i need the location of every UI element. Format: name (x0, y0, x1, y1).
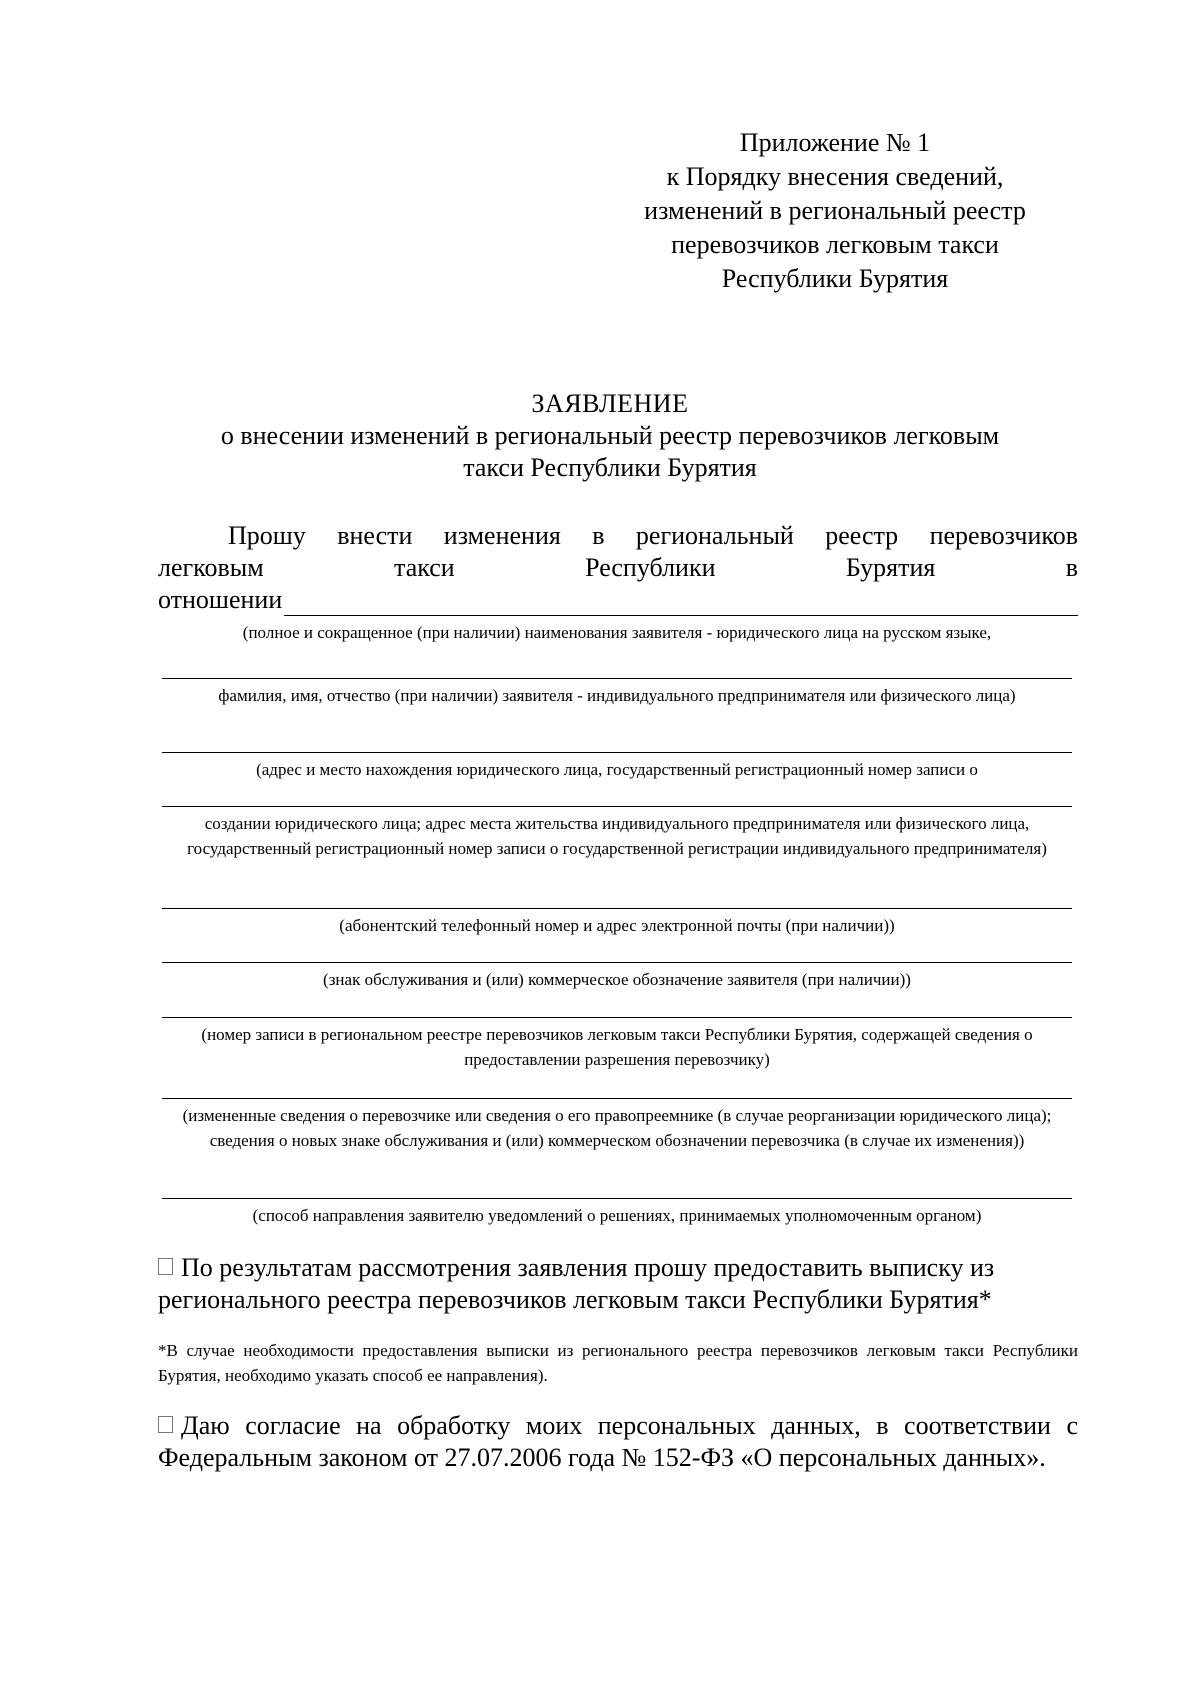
appendix-line-3: изменений в региональный реестр (644, 196, 1026, 225)
request-line-3-text: отношении (158, 585, 283, 614)
extract-request-checkbox[interactable] (158, 1258, 173, 1275)
field-notification-method[interactable] (162, 1198, 1072, 1228)
field-changed-info[interactable] (162, 1098, 1072, 1153)
field-caption: (измененные сведения о перевозчике или сведения о его правопреемнике (в случае реорганизации юридического лица); сведения о новых знаке обслуживания и (или) коммерческом обозначении перевозчика (в случае их изменения)) (182, 1106, 1052, 1150)
field-registration[interactable] (162, 806, 1072, 861)
field-rule (162, 1017, 1072, 1018)
extract-request-text: По результатам рассмотрения заявления прошу предоставить выписку из регионального реестра перевозчиков легковым такси Республики Бурятия* (158, 1253, 995, 1314)
applicant-name-field[interactable] (284, 587, 1078, 616)
field-rule (162, 1098, 1072, 1099)
request-line-2: легковым такси Республики Бурятия в (158, 553, 1078, 582)
document-title-block (150, 388, 1070, 484)
request-line-1: Прошу внести изменения в региональный реестр перевозчиков (228, 521, 1078, 550)
field-caption: (знак обслуживания и (или) коммерческое обозначение заявителя (при наличии)) (323, 970, 911, 989)
field-caption: создании юридического лица; адрес места жительства индивидуального предпринимателя или физического лица, государственный регистрационный номер записи о государственной регистрации индивидуального предпринимателя) (187, 814, 1047, 858)
request-line-3 (158, 584, 1078, 616)
document-title: ЗАЯВЛЕНИЕ (531, 389, 689, 418)
extract-request-paragraph (158, 1252, 1078, 1316)
appendix-line-2: к Порядку внесения сведений, (666, 162, 1004, 191)
appendix-line-5: Республики Бурятия (721, 264, 949, 293)
field-rule (162, 962, 1072, 963)
field-caption: фамилия, имя, отчество (при наличии) заявителя - индивидуального предпринимателя или физического лица) (218, 686, 1016, 705)
field-rule (162, 678, 1072, 679)
field-caption: (номер записи в региональном реестре перевозчиков легковым такси Республики Бурятия, содержащей сведения о предоставлении разрешения перевозчику) (201, 1025, 1033, 1069)
appendix-header (620, 126, 1050, 296)
field-rule (162, 806, 1072, 807)
field-contacts[interactable] (162, 908, 1072, 938)
consent-paragraph (158, 1410, 1078, 1474)
field-rule (162, 1198, 1072, 1199)
field-address[interactable] (162, 752, 1072, 782)
field-caption: (способ направления заявителю уведомлений о решениях, принимаемых уполномоченным органом) (252, 1206, 982, 1225)
footnote: *В случае необходимости предоставления выписки из регионального реестра перевозчиков легковым такси Республики Бурятия, необходимо указать способ ее направления). (158, 1341, 1078, 1385)
field-caption: (адрес и место нахождения юридического лица, государственный регистрационный номер записи о (256, 760, 978, 779)
field-caption: (абонентский телефонный номер и адрес электронной почты (при наличии)) (339, 916, 895, 935)
appendix-line-1: Приложение № 1 (739, 128, 931, 157)
field-rule (162, 908, 1072, 909)
field-rule (162, 752, 1072, 753)
request-paragraph (158, 520, 1078, 616)
field-registry-record[interactable] (162, 1017, 1072, 1072)
document-subtitle-line-2: такси Республики Бурятия (463, 453, 757, 482)
appendix-line-4: перевозчиков легковым такси (671, 230, 999, 259)
consent-text: Даю согласие на обработку моих персональных данных, в соответствии с Федеральным законом от 27.07.2006 года № 152-ФЗ «О персональных данных». (158, 1411, 1078, 1472)
consent-checkbox[interactable] (158, 1416, 173, 1433)
field-caption-applicant-name: (полное и сокращенное (при наличии) наименования заявителя - юридического лица на русском языке, (242, 623, 992, 642)
field-applicant-fullname[interactable] (162, 678, 1072, 708)
field-trademark[interactable] (162, 962, 1072, 992)
document-subtitle-line-1: о внесении изменений в региональный реестр перевозчиков легковым (220, 421, 1000, 450)
